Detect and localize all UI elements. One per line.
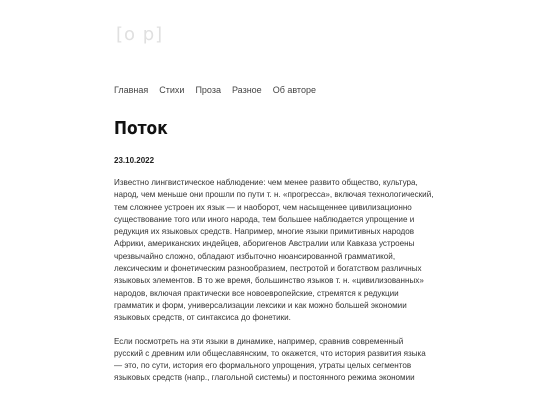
nav-item-prose[interactable]: Проза bbox=[195, 85, 221, 95]
main-nav bbox=[114, 85, 316, 95]
post-paragraph: Известно лингвистическое наблюдение: чем менее развито общество, культура, народ, чем меньше они прошли по пути т. н. «прогресса», включая технологический, тем сложнее устроен их язык — и наоборот, чем насыщеннее цивилизационно существование того или иного народа, тем большее наблюдается упрощение и редукция их языковых средств. Например, многие языки примитивных народов Африки, американских индейцев, аборигенов Австралии или Кавказа устроены чрезвычайно сложно, обладают избыточно нюансированной грамматикой, лексическим и фонетическим разнообразием, пестротой и богатством различных языковых элементов. В то же время, большинство языков т. н. «цивилизованных» народов, включая практически все новоевропейские, стремятся к редукции грамматик и форм, универсализации лексики и как можно большей экономии языковых средств, от синтаксиса до фонетики. bbox=[114, 178, 434, 323]
post-content bbox=[114, 177, 434, 396]
post-paragraph: Если посмотреть на эти языки в динамике, например, сравнив современный русский с древним или общеславянским, то окажется, что история развития языка — это, по сути, история его формального упрощения, утраты целых сегментов языковых средств (напр., глагольной системы) и постоянного режима экономии bbox=[114, 336, 426, 383]
post-date: 23.10.2022 bbox=[114, 156, 155, 165]
post-title: Поток bbox=[114, 118, 168, 139]
nav-item-about[interactable]: Об авторе bbox=[272, 85, 316, 95]
site-logo[interactable]: [o p] bbox=[116, 24, 164, 45]
nav-item-poems[interactable]: Стихи bbox=[159, 85, 185, 95]
nav-item-misc[interactable]: Разное bbox=[231, 85, 262, 95]
nav-item-home[interactable]: Главная bbox=[114, 85, 149, 95]
